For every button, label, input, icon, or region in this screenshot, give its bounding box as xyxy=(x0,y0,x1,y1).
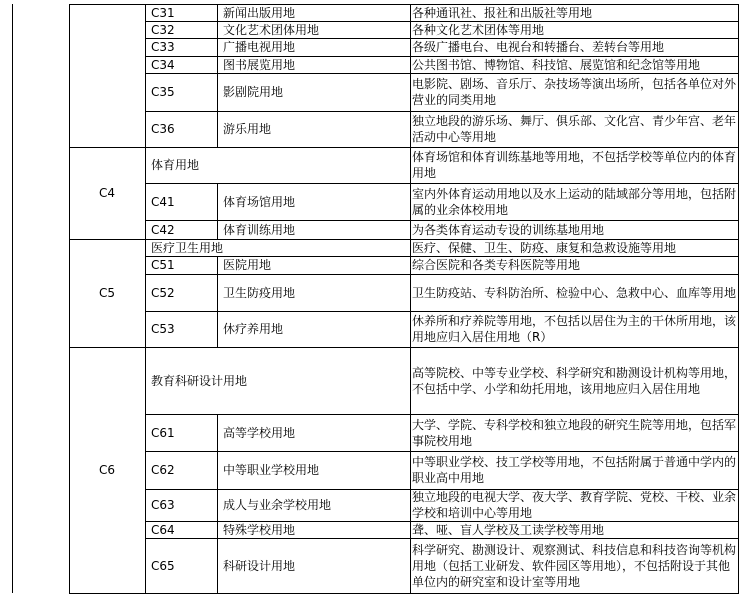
class-code: C65 xyxy=(151,558,175,573)
class-name: 高等学校用地 xyxy=(223,425,296,440)
table-rule xyxy=(217,73,218,111)
table-rule xyxy=(217,38,218,56)
table-rule xyxy=(69,147,739,148)
table-rule xyxy=(145,183,739,184)
table-rule xyxy=(145,489,739,490)
major-class-code: C5 xyxy=(98,286,115,300)
major-class-code: C4 xyxy=(98,186,115,200)
class-code: C51 xyxy=(151,258,175,272)
class-name: 中等职业学校用地 xyxy=(223,463,320,477)
class-description: 科学研究、勘测设计、观察测试、科技信息和科技咨询等机构用地（包括工业研发、软件园区等用地），不包括附设于其他单位内的研究室和设计室等用地 xyxy=(412,542,737,589)
table-rule xyxy=(145,256,739,257)
table-rule xyxy=(217,111,218,147)
table-rule xyxy=(145,521,739,522)
table-rule xyxy=(145,414,739,415)
class-description: 独立地段的电视大学、夜大学、教育学院、党校、干校、业余学校和培训中心等用地 xyxy=(412,490,737,520)
class-name: 游乐用地 xyxy=(223,122,272,136)
class-name: 影剧院用地 xyxy=(223,85,284,99)
class-code: C61 xyxy=(151,425,175,440)
table-rule xyxy=(217,414,218,451)
table-rule xyxy=(145,4,146,593)
class-name: 教育科研设计用地 xyxy=(151,373,248,388)
class-code: C32 xyxy=(151,22,175,37)
table-rule xyxy=(217,4,218,21)
major-class-code: C6 xyxy=(98,463,115,477)
class-name: 休疗养用地 xyxy=(223,322,284,336)
class-description: 室内外体育运动用地以及水上运动的陆域部分等用地，包括附属的业余体校用地 xyxy=(412,186,737,217)
class-name: 体育场馆用地 xyxy=(223,194,296,209)
class-code: C52 xyxy=(151,285,175,300)
table-rule xyxy=(69,4,739,5)
table-rule xyxy=(410,4,411,593)
table-rule xyxy=(145,73,739,74)
table-rule xyxy=(145,538,739,539)
table-rule xyxy=(738,4,739,593)
table-rule xyxy=(217,538,218,593)
class-code: C64 xyxy=(151,522,175,537)
table-rule xyxy=(145,111,739,112)
class-description: 医疗、保健、卫生、防疫、康复和急救设施等用地 xyxy=(412,240,677,255)
class-description: 休养所和疗养院等用地，不包括以居住为主的干休所用地，该用地应归入居住用地（R） xyxy=(412,314,737,344)
class-code: C62 xyxy=(151,463,175,477)
class-description: 各种文化艺术团体等用地 xyxy=(412,22,545,37)
table-rule xyxy=(217,21,218,38)
class-description: 公共图书馆、博物馆、科技馆、展览馆和纪念馆等用地 xyxy=(412,57,701,72)
table-rule xyxy=(69,4,70,593)
table-rule xyxy=(69,347,739,348)
table-rule xyxy=(145,220,739,221)
class-name: 卫生防疫用地 xyxy=(223,285,296,300)
class-name: 文化艺术团体用地 xyxy=(223,22,320,37)
class-code: C35 xyxy=(151,85,175,99)
class-name: 体育训练用地 xyxy=(223,222,296,237)
table-rule xyxy=(69,239,739,240)
class-description: 体育场馆和体育训练基地等用地，不包括学校等单位内的体育用地 xyxy=(412,150,737,180)
class-code: C33 xyxy=(151,40,175,54)
table-rule xyxy=(145,21,739,22)
table-rule xyxy=(145,451,739,452)
class-code: C63 xyxy=(151,498,175,512)
table-rule xyxy=(217,220,218,239)
class-description: 卫生防疫站、专科防治所、检验中心、急救中心、血库等用地 xyxy=(412,285,737,300)
class-name: 特殊学校用地 xyxy=(223,522,296,537)
class-name: 成人与业余学校用地 xyxy=(223,498,332,512)
table-rule xyxy=(217,256,218,274)
table-rule xyxy=(217,451,218,489)
table-rule xyxy=(217,56,218,73)
class-description: 独立地段的游乐场、舞厅、俱乐部、文化宫、青少年宫、老年活动中心等用地 xyxy=(412,114,737,144)
class-description: 电影院、剧场、音乐厅、杂技场等演出场所，包括各单位对外营业的同类用地 xyxy=(412,77,737,107)
class-code: C36 xyxy=(151,122,175,136)
class-code: C53 xyxy=(151,322,175,336)
class-description: 大学、学院、专科学校和独立地段的研究生院等用地，包括军事院校用地 xyxy=(412,417,737,448)
table-rule xyxy=(217,489,218,521)
class-description: 中等职业学校、技工学校等用地，不包括附属于普通中学内的职业高中用地 xyxy=(412,455,737,485)
class-description: 为各类体育运动专设的训练基地用地 xyxy=(412,222,605,237)
class-code: C41 xyxy=(151,194,175,209)
table-rule xyxy=(145,56,739,57)
class-description: 聋、哑、盲人学校及工读学校等用地 xyxy=(412,522,605,537)
class-code: C31 xyxy=(151,5,175,20)
class-code: C34 xyxy=(151,57,175,72)
table-rule xyxy=(217,274,218,311)
class-code: C42 xyxy=(151,222,175,237)
class-name: 新闻出版用地 xyxy=(223,5,296,20)
table-rule xyxy=(217,183,218,220)
class-name: 医院用地 xyxy=(223,258,272,272)
class-description: 各种通讯社、报社和出版社等用地 xyxy=(412,5,593,20)
class-name: 广播电视用地 xyxy=(223,40,296,54)
table-rule xyxy=(12,4,13,593)
table-rule xyxy=(145,274,739,275)
class-name: 体育用地 xyxy=(151,158,200,172)
class-description: 各级广播电台、电视台和转播台、差转台等用地 xyxy=(412,40,665,54)
class-name: 科研设计用地 xyxy=(223,558,296,573)
class-name: 医疗卫生用地 xyxy=(151,240,224,255)
table-rule xyxy=(145,38,739,39)
class-description: 高等院校、中等专业学校、科学研究和勘测设计机构等用地，不包括中学、小学和幼托用地，该用地应归入居住用地 xyxy=(412,365,737,396)
class-name: 图书展览用地 xyxy=(223,57,296,72)
table-rule xyxy=(217,521,218,538)
table-rule xyxy=(145,311,739,312)
table-rule xyxy=(217,311,218,347)
class-description: 综合医院和各类专科医院等用地 xyxy=(412,258,581,272)
